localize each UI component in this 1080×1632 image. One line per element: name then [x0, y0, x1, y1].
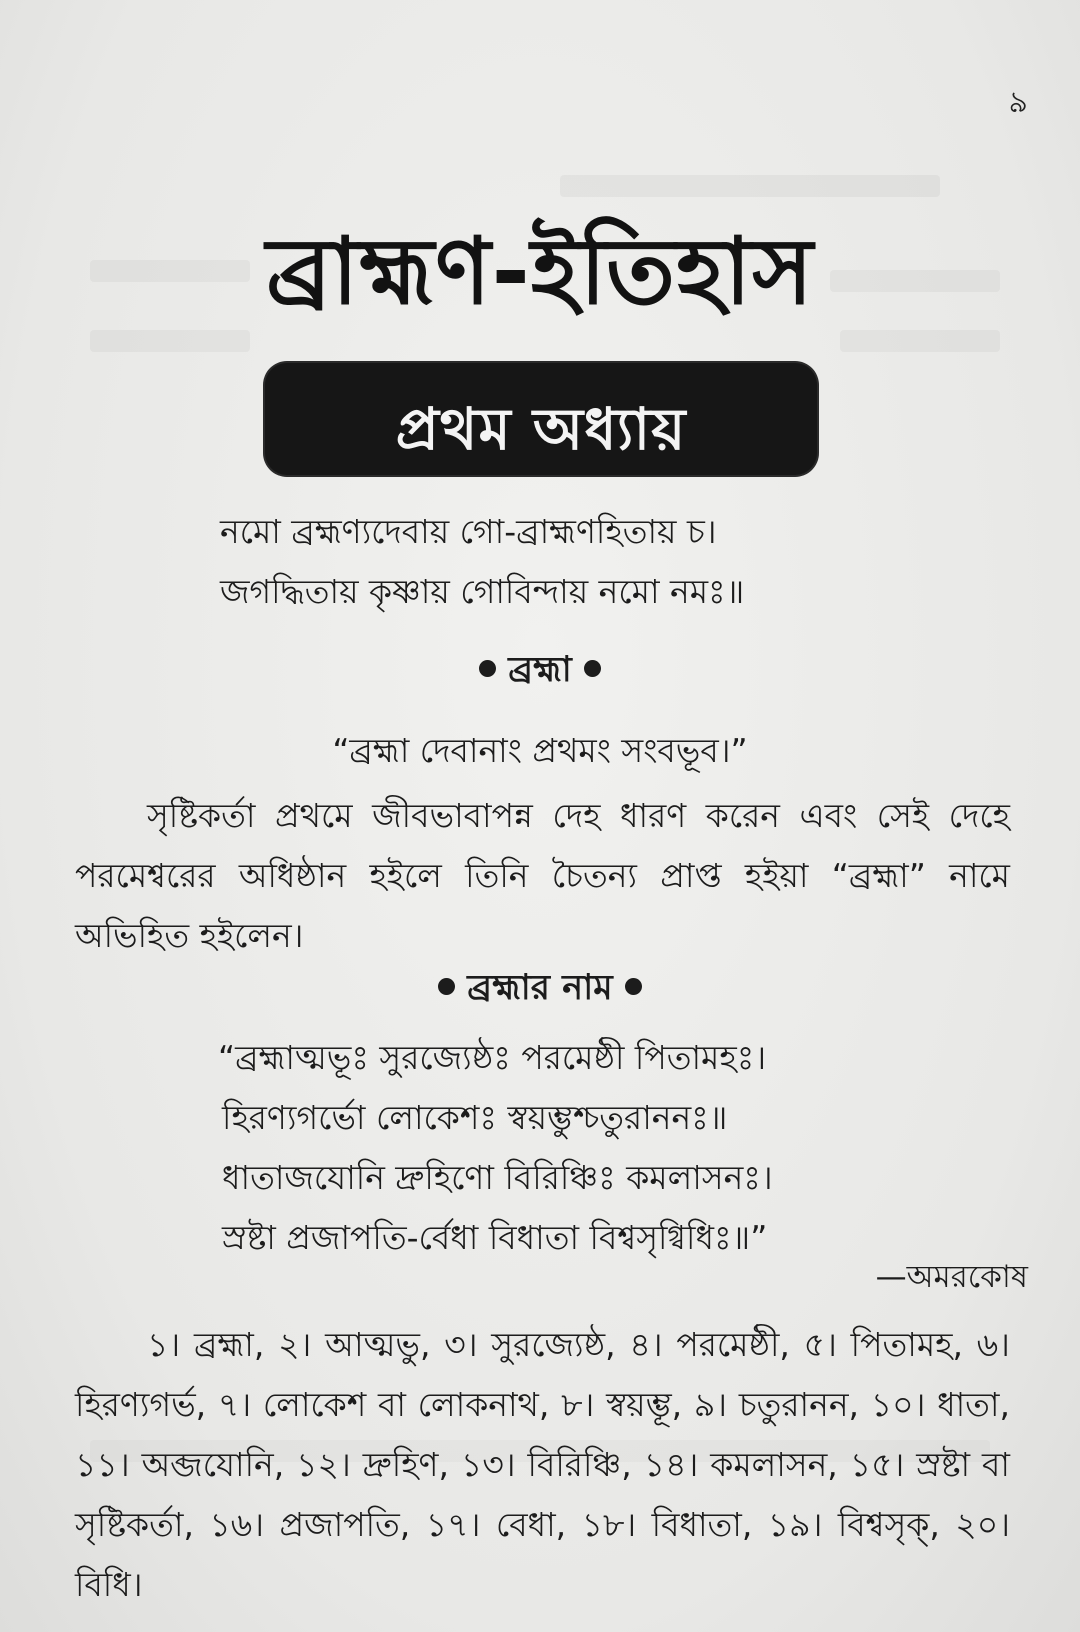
chapter-banner	[265, 363, 817, 475]
verse-line-3: ধাতাজযোনি দ্রুহিণো বিরিঞ্চিঃ কমলাসনঃ।	[222, 1158, 773, 1197]
verse-source: —অমরকোষ	[875, 1259, 1028, 1295]
section-heading-text: ব্রহ্মা	[508, 650, 572, 690]
page-number: ৯	[1008, 85, 1028, 120]
verse-line-1: “ব্রহ্মাত্মভূঃ সুরজ্যেষ্ঠঃ পরমেষ্ঠী পিতামহঃ।	[218, 1038, 767, 1077]
book-title: ব্রাহ্মণ-ইতিহাস	[266, 218, 814, 325]
section-heading-brahma	[0, 642, 1080, 701]
section-heading-text: ব্রহ্মার নাম	[467, 968, 613, 1008]
brahma-paragraph: সৃষ্টিকর্তা প্রথমে জীবভাবাপন্ন দেহ ধারণ করেন এবং সেই দেহে পরমেশ্বরের অধিষ্ঠান হইলে তিনি চৈতন্য প্রাপ্ত হইয়া “ব্রহ্মা” নামে অভিহিত হইলেন।	[75, 796, 1010, 955]
bullet-icon	[625, 978, 642, 995]
show-through-texture	[560, 175, 940, 197]
bullet-icon	[438, 978, 455, 995]
chapter-label: প্রথম অধ্যায়	[395, 395, 687, 463]
invocation-line-1: নমো ব্রহ্মণ্যদেবায় গো-ব্রাহ্মণহিতায় চ।	[220, 512, 717, 551]
bullet-icon	[479, 660, 496, 677]
verse-line-4: স্রষ্টা প্রজাপতি-র্বেধা বিধাতা বিশ্বসৃগ্বিধিঃ॥”	[222, 1218, 768, 1257]
invocation-line-2: জগদ্ধিতায় কৃষ্ণায় গোবিন্দায় নমো নমঃ॥	[220, 572, 745, 611]
verse-line-2: হিরণ্যগর্ভো লোকেশঃ স্বয়ম্ভুশ্চতুরাননঃ॥	[222, 1098, 728, 1137]
brahma-quote: “ব্রহ্মা দেবানাং প্রথমং সংবভূব।”	[332, 731, 748, 770]
names-list: ১। ব্রহ্মা, ২। আত্মভু, ৩। সুরজ্যেষ্ঠ, ৪। পরমেষ্ঠী, ৫। পিতামহ, ৬। হিরণ্যগর্ভ, ৭। লোকেশ বা লোকনাথ, ৮। স্বয়ম্ভূ, ৯। চতুরানন, ১০। ধাতা, ১১। অব্জযোনি, ১২। দ্রুহিণ, ১৩। বিরিঞ্চি, ১৪। কমলাসন, ১৫। স্রষ্টা বা সৃষ্টিকর্তা, ১৬। প্রজাপতি, ১৭। বেধা, ১৮। বিধাতা, ১৯। বিশ্বসৃক্, ২০। বিধি।	[75, 1325, 1010, 1604]
bullet-icon	[584, 660, 601, 677]
section-heading-names	[0, 960, 1080, 1019]
